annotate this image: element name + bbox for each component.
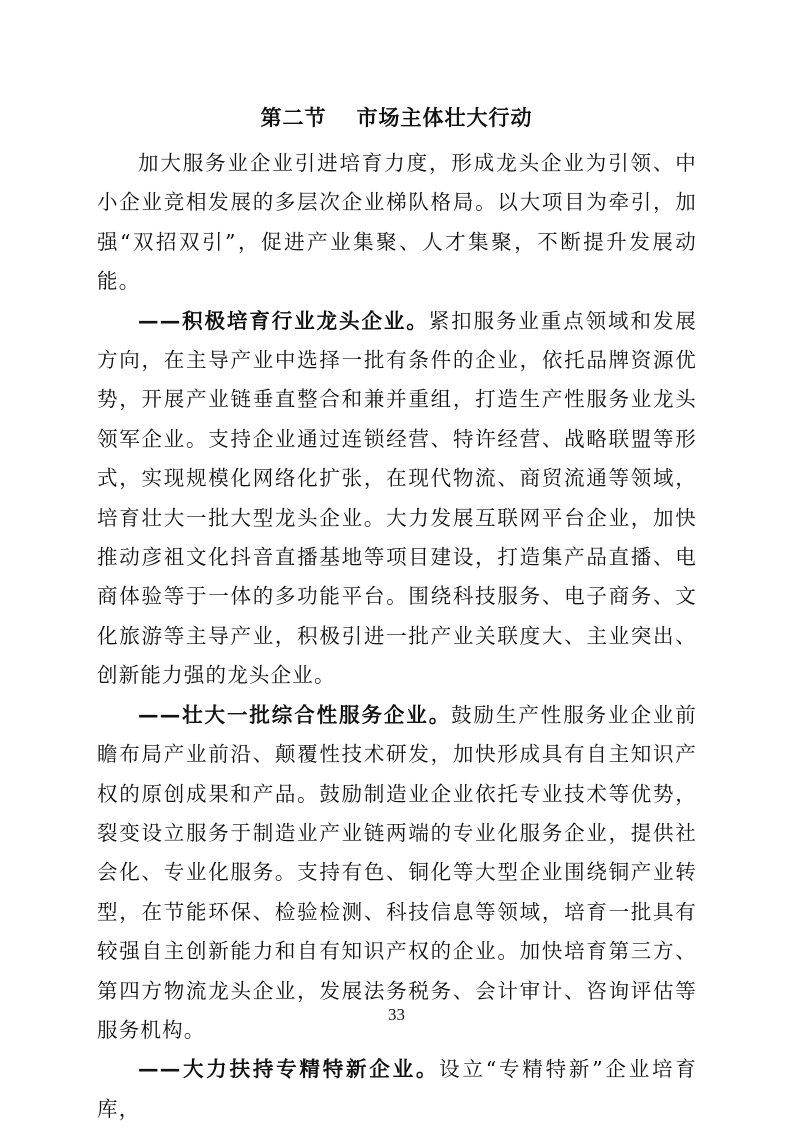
paragraph-text: 加大服务业企业引进培育力度，形成龙头企业为引领、中小企业竞相发展的多层次企业梯队格局。以大项目为牵引，加强“双招双引”，促进产业集聚、人才集聚，不断提升发展动能。 xyxy=(97,151,697,294)
paragraph-text: 鼓励生产性服务业企业前瞻布局产业前沿、颠覆性技术研发，加快形成具有自主知识产权的原创成果和产品。鼓励制造业企业依托专业技术等优势，裂变设立服务于制造业产业链两端的专业化服务企业，提供社会化、专业化服务。支持有色、铜化等大型企业围绕铜产业转型，在节能环保、检验检测、科技信息等领域，培育一批具有较强自主创新能力和自有知识产权的企业。加快培育第三方、第四方物流龙头企业，发展法务税务、会计审计、咨询评估等服务机构。 xyxy=(97,702,697,1042)
paragraph-lead: ——壮大一批综合性服务企业。 xyxy=(138,702,452,727)
section-title xyxy=(0,103,793,133)
paragraph-lead: ——积极培育行业龙头企业。 xyxy=(138,308,429,333)
paragraph-text: 设立“专精特新”企业培育库， xyxy=(97,1057,697,1121)
body-text xyxy=(97,144,697,1129)
paragraph-lead: ——大力扶持专精特新企业。 xyxy=(138,1057,440,1082)
paragraph-leading-enterprises xyxy=(97,302,697,696)
page-number: 33 xyxy=(388,1005,405,1024)
section-number: 第二节 xyxy=(260,106,327,130)
paragraph-specialized-enterprises xyxy=(97,1050,697,1129)
paragraph-comprehensive-services xyxy=(97,696,697,1051)
section-heading: 市场主体壮大行动 xyxy=(356,106,533,130)
paragraph-text: 紧扣服务业重点领域和发展方向，在主导产业中选择一批有条件的企业，依托品牌资源优势，开展产业链垂直整合和兼并重组，打造生产性服务业龙头领军企业。支持企业通过连锁经营、特许经营、战略联盟等形式，实现规模化网络化扩张，在现代物流、商贸流通等领域，培育壮大一批大型龙头企业。大力发展互联网平台企业，加快推动彦祖文化抖音直播基地等项目建设，打造集产品直播、电商体验等于一体的多功能平台。围绕科技服务、电子商务、文化旅游等主导产业，积极引进一批产业关联度大、主业突出、创新能力强的龙头企业。 xyxy=(97,308,697,688)
paragraph-intro xyxy=(97,144,697,302)
